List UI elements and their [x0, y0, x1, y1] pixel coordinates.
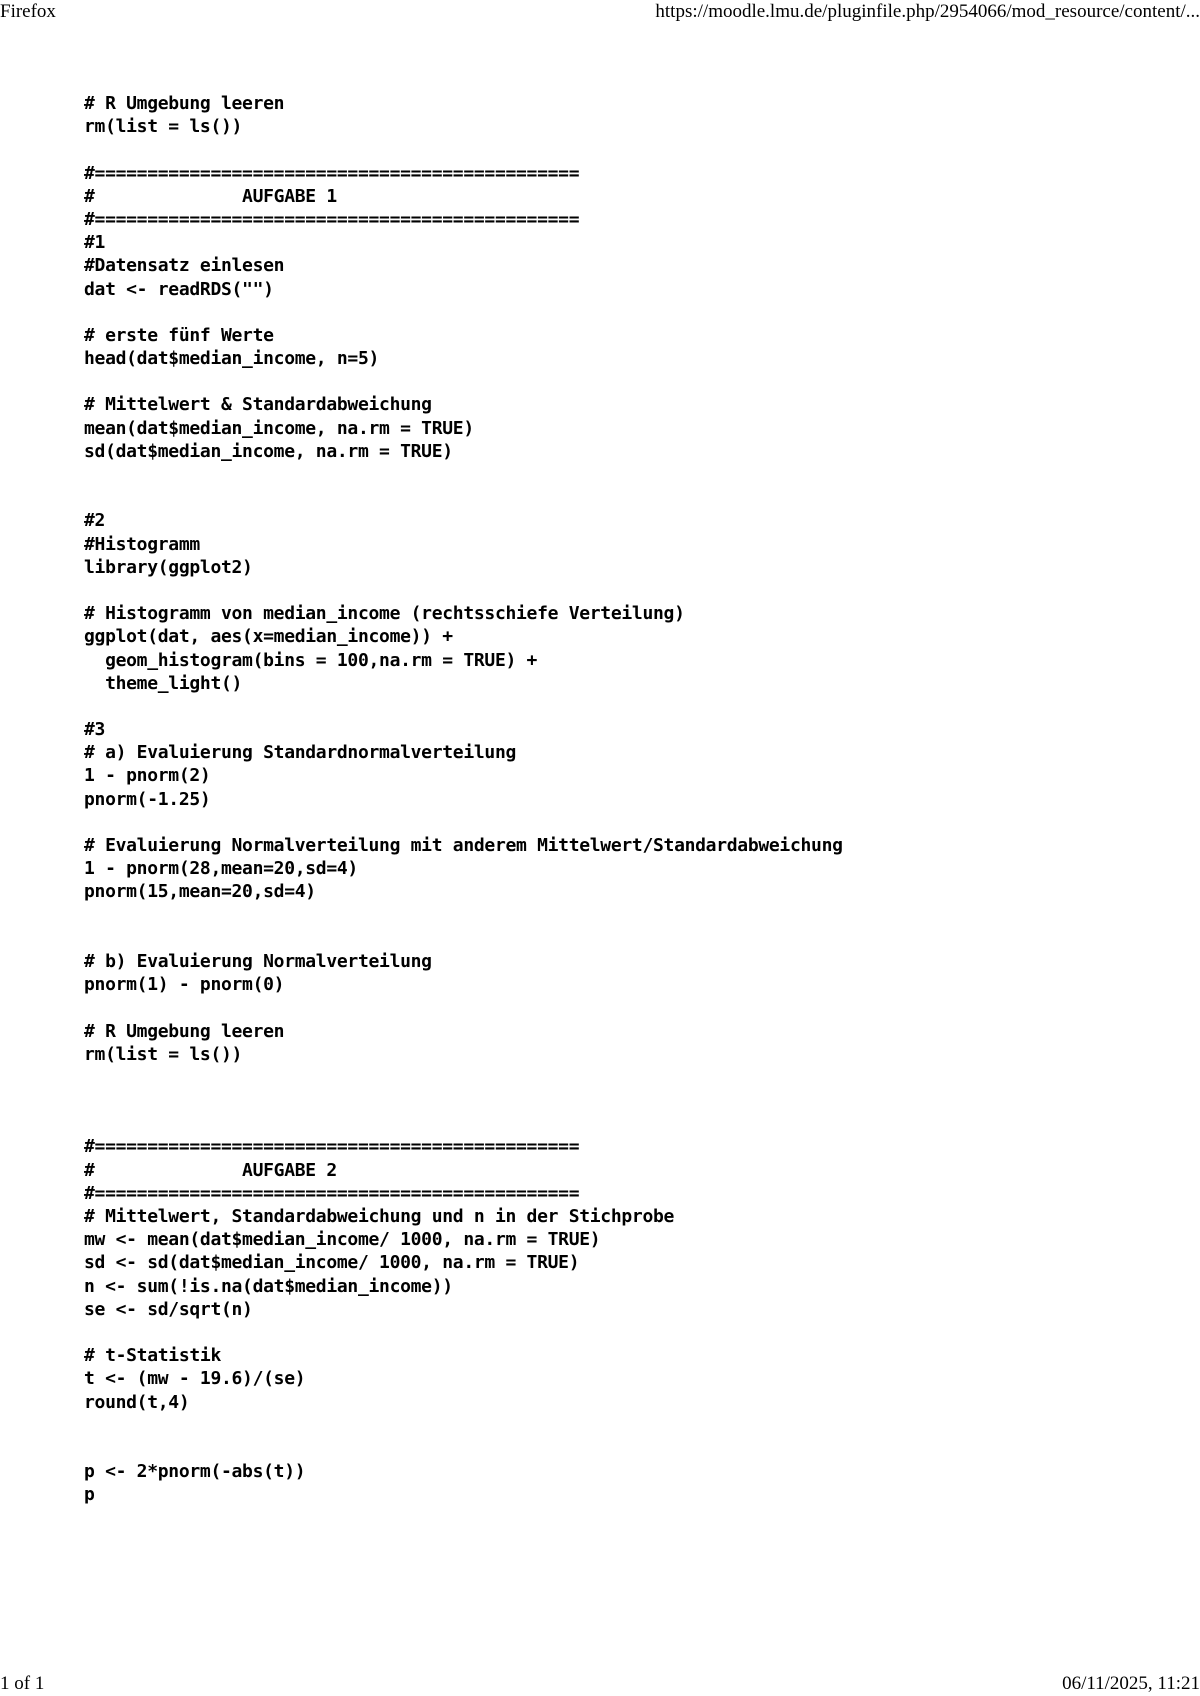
- code-line: rm(list = ls()): [84, 116, 243, 138]
- page-url: https://moodle.lmu.de/pluginfile.php/2954066/mod_resource/content/...: [655, 1, 1200, 22]
- code-line: #==============================================: [84, 1136, 580, 1158]
- code-line: dat <- readRDS(""): [84, 278, 274, 300]
- code-line: # Histogramm von median_income (rechtsschiefe Verteilung): [84, 603, 685, 625]
- code-line: [84, 695, 1164, 718]
- code-line: #==============================================: [84, 162, 580, 184]
- code-line: pnorm(15,mean=20,sd=4): [84, 881, 316, 903]
- code-line: 1 - pnorm(28,mean=20,sd=4): [84, 858, 358, 880]
- code-line: p <- 2*pnorm(-abs(t)): [84, 1461, 306, 1483]
- browser-name: Firefox: [0, 1, 56, 22]
- page-count: 1 of 1: [0, 1673, 45, 1694]
- code-line: [84, 301, 1164, 324]
- code-line: 1 - pnorm(2): [84, 765, 211, 787]
- code-line: n <- sum(!is.na(dat$median_income)): [84, 1275, 453, 1297]
- code-line: [84, 1437, 1164, 1460]
- code-line: # b) Evaluierung Normalverteilung: [84, 950, 432, 972]
- print-footer: [0, 1672, 1200, 1696]
- r-script-content: [84, 92, 1164, 1506]
- code-line: [84, 486, 1164, 509]
- code-line: [84, 996, 1164, 1019]
- code-line: [84, 904, 1164, 927]
- code-line: [84, 1112, 1164, 1135]
- code-line: # a) Evaluierung Standardnormalverteilung: [84, 742, 517, 764]
- code-line: # Evaluierung Normalverteilung mit anderem Mittelwert/Standardabweichung: [84, 835, 843, 856]
- code-line: [84, 370, 1164, 393]
- code-line: # R Umgebung leeren: [84, 1020, 285, 1042]
- code-line: library(ggplot2): [84, 556, 253, 578]
- code-line: [84, 463, 1164, 486]
- code-line: # Mittelwert, Standardabweichung und n in der Stichprobe: [84, 1206, 675, 1227]
- code-line: # AUFGABE 1: [84, 185, 337, 207]
- code-line: sd(dat$median_income, na.rm = TRUE): [84, 440, 453, 462]
- code-line: ggplot(dat, aes(x=median_income)) +: [84, 626, 453, 648]
- code-line: rm(list = ls()): [84, 1043, 243, 1065]
- code-line: # AUFGABE 2: [84, 1159, 337, 1181]
- code-line: t <- (mw - 19.6)/(se): [84, 1368, 306, 1390]
- code-line: mw <- mean(dat$median_income/ 1000, na.rm = TRUE): [84, 1229, 601, 1251]
- code-line: # R Umgebung leeren: [84, 93, 285, 114]
- code-line: # t-Statistik: [84, 1345, 221, 1367]
- code-line: se <- sd/sqrt(n): [84, 1298, 253, 1320]
- print-header: [0, 0, 1200, 24]
- code-line: # Mittelwert & Standardabweichung: [84, 394, 432, 416]
- code-line: [84, 927, 1164, 950]
- code-line: [84, 138, 1164, 161]
- code-line: round(t,4): [84, 1391, 190, 1413]
- code-line: #3: [84, 719, 106, 741]
- code-line: [84, 1321, 1164, 1344]
- code-line: pnorm(1) - pnorm(0): [84, 974, 285, 996]
- code-line: pnorm(-1.25): [84, 788, 211, 810]
- code-line: [84, 579, 1164, 602]
- code-line: # erste fünf Werte: [84, 324, 274, 346]
- code-line: theme_light(): [84, 672, 243, 694]
- code-line: head(dat$median_income, n=5): [84, 348, 380, 370]
- code-line: #1: [84, 232, 106, 254]
- code-line: #==============================================: [84, 208, 580, 230]
- code-line: [84, 1089, 1164, 1112]
- code-line: [84, 811, 1164, 834]
- code-line: [84, 1414, 1164, 1437]
- code-line: mean(dat$median_income, na.rm = TRUE): [84, 417, 474, 439]
- code-line: #Datensatz einlesen: [84, 255, 285, 277]
- code-line: sd <- sd(dat$median_income/ 1000, na.rm = TRUE): [84, 1252, 580, 1274]
- code-line: #2: [84, 510, 106, 532]
- code-line: [84, 1066, 1164, 1089]
- code-line: p: [84, 1484, 95, 1506]
- code-line: #Histogramm: [84, 533, 200, 555]
- code-line: #==============================================: [84, 1182, 580, 1204]
- code-line: geom_histogram(bins = 100,na.rm = TRUE) +: [84, 649, 538, 671]
- print-datetime: 06/11/2025, 11:21: [1062, 1673, 1200, 1694]
